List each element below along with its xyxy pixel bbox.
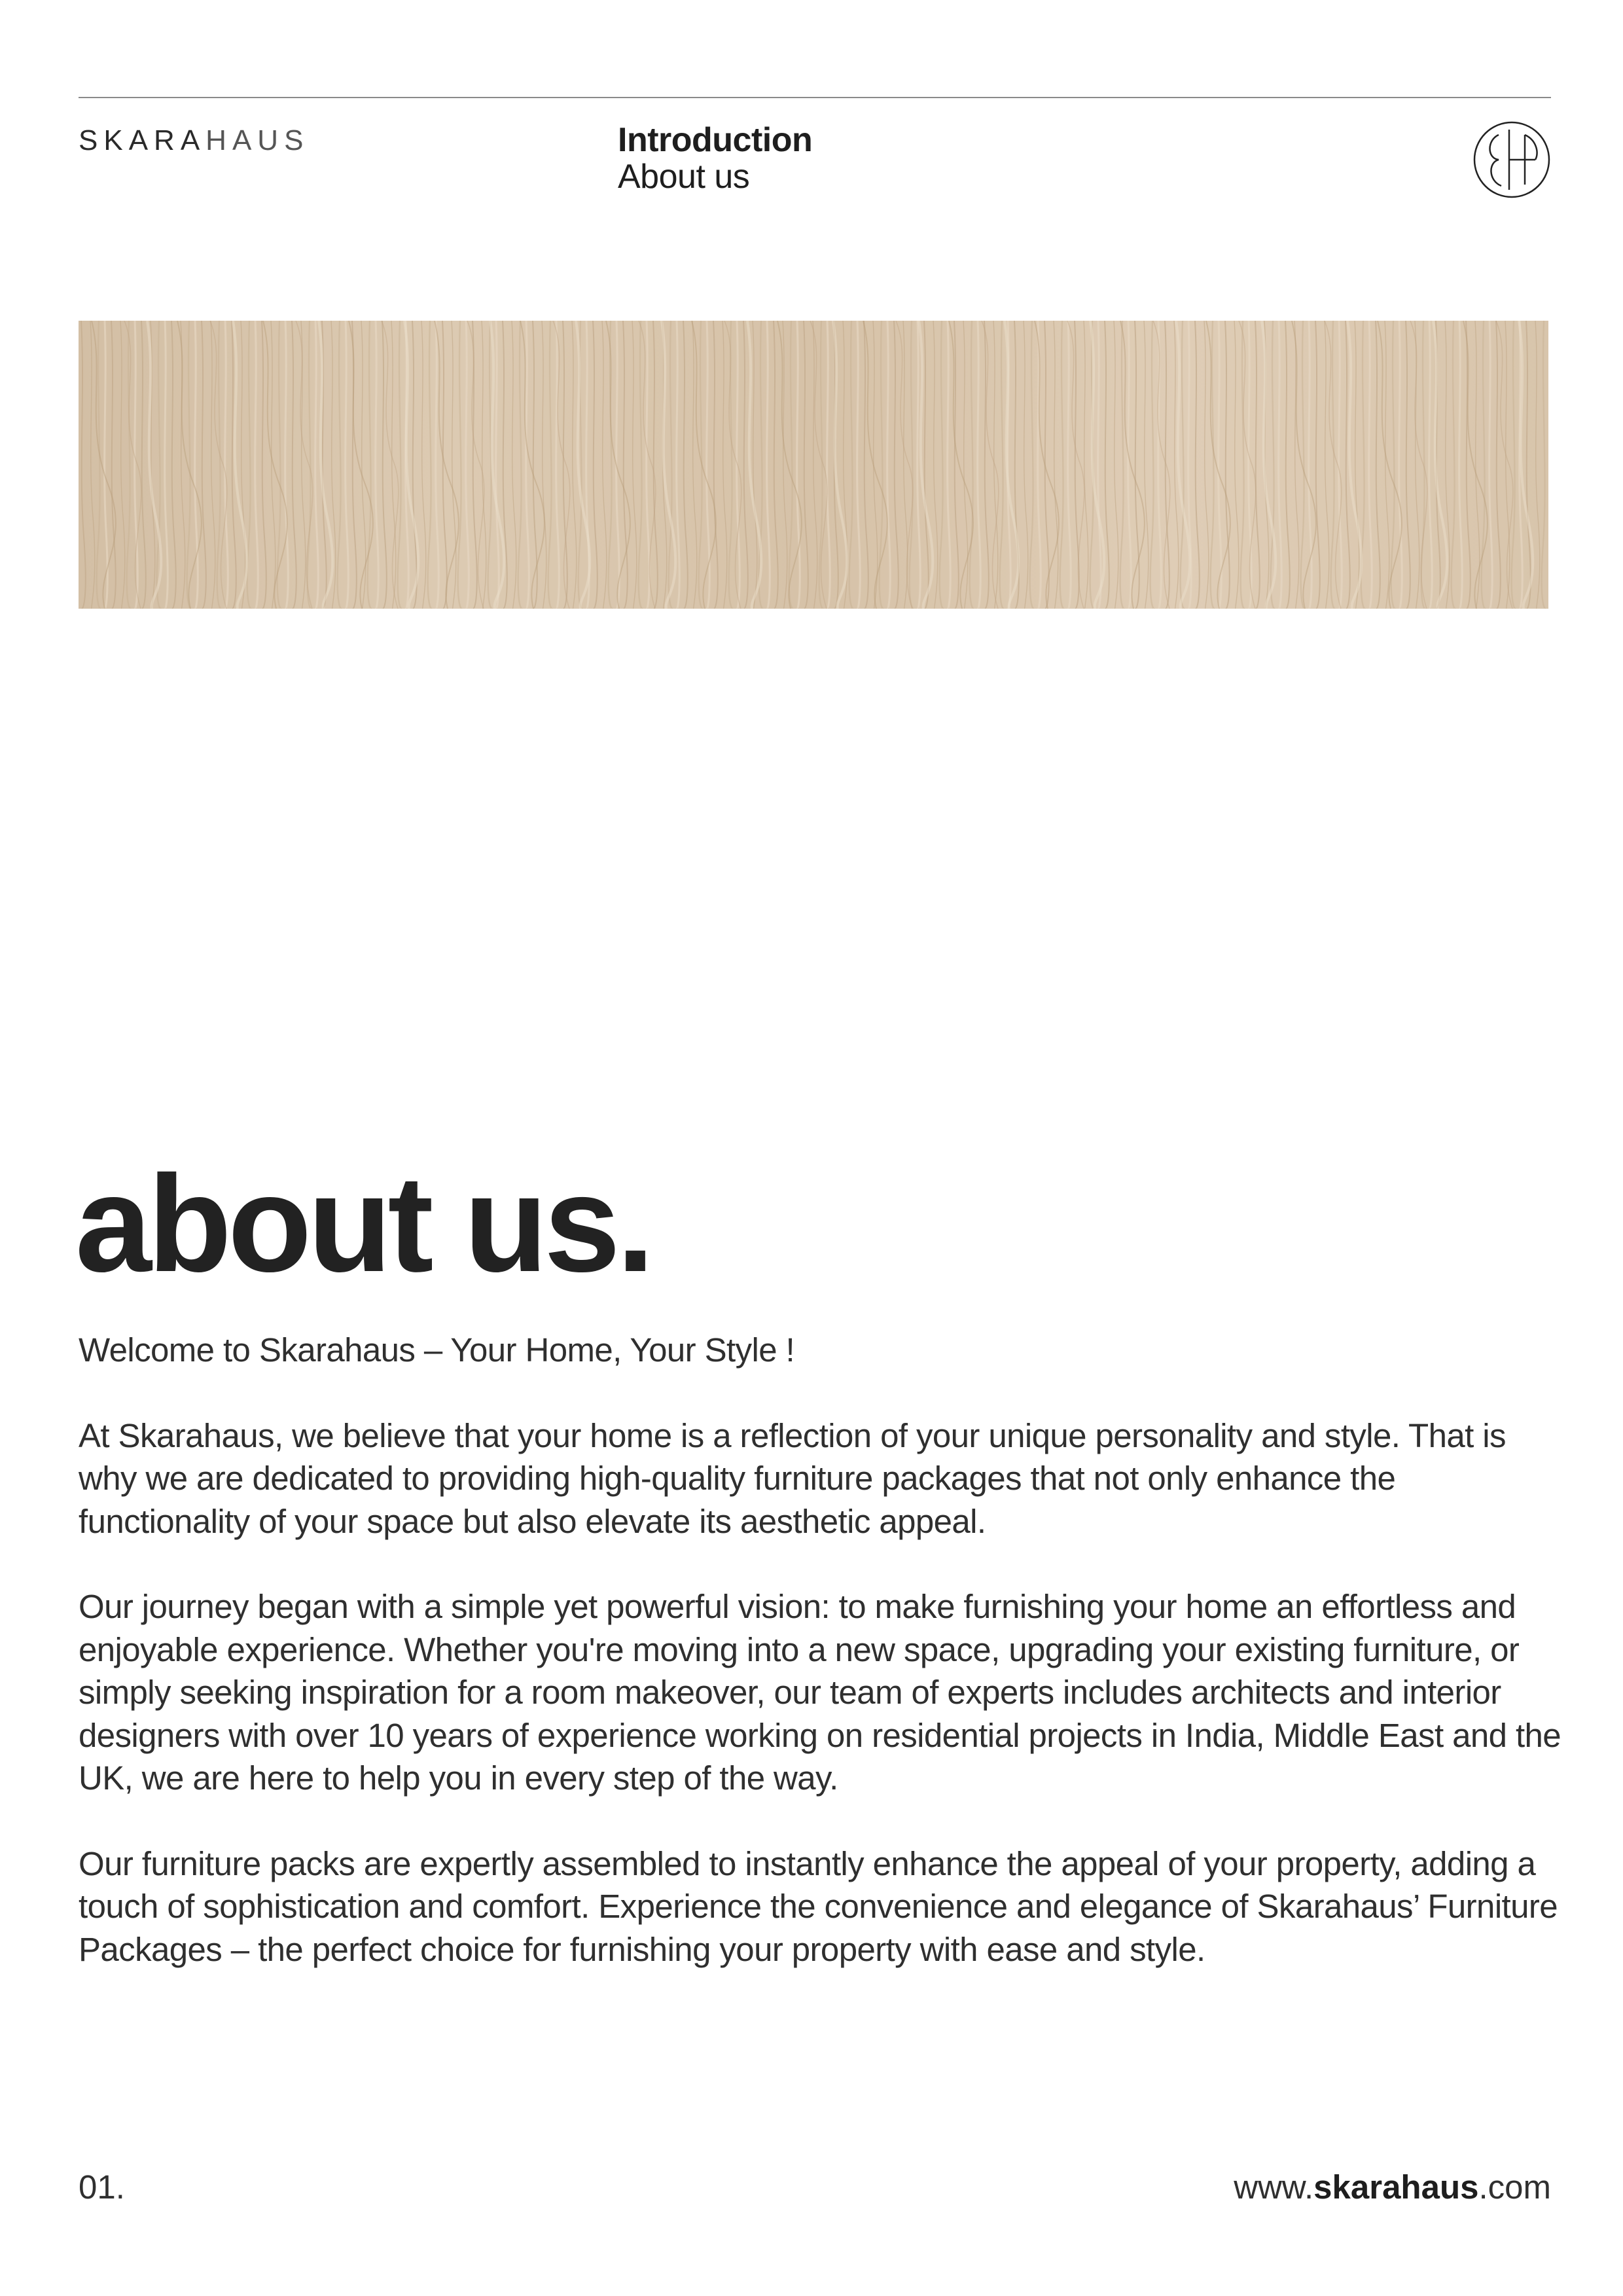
skarahaus-monogram-icon: [1472, 120, 1551, 199]
page-number: 01.: [79, 2168, 125, 2206]
header-divider: [79, 97, 1551, 98]
website-prefix: www.: [1234, 2168, 1314, 2206]
website-suffix: .com: [1478, 2168, 1551, 2206]
brand-logo-part-1: SKARA: [79, 124, 206, 156]
about-paragraph-1: At Skarahaus, we believe that your home is a reflection of your unique personality and style. That is why we are dedicated to providing high-quality furniture packages that not only enhance the functionality of your space but also elevate its aesthetic appeal.: [79, 1416, 1506, 1540]
wood-texture-banner: [79, 321, 1548, 609]
website-name: skarahaus: [1313, 2168, 1479, 2206]
brand-logo: [79, 124, 309, 157]
welcome-paragraph: Welcome to Skarahaus – Your Home, Your Style !: [79, 1331, 795, 1369]
page-heading: about us.: [75, 1147, 651, 1300]
about-body: [79, 1329, 1564, 2013]
section-subtitle: About us: [618, 158, 750, 196]
section-breadcrumb: [618, 122, 812, 195]
website-link[interactable]: [1234, 2168, 1551, 2206]
about-paragraph-2: Our journey began with a simple yet powerful vision: to make furnishing your home an effortless and enjoyable experience. Whether you're moving into a new space, upgrading your existing furniture, or simply seeking inspiration for a room makeover, our team of experts includes architects and interior designers with over 10 years of experience working on residential projects in India, Middle East and the UK, we are here to help you in every step of the way.: [79, 1588, 1561, 1797]
section-title: Introduction: [618, 121, 813, 159]
about-paragraph-3: Our furniture packs are expertly assembled to instantly enhance the appeal of your property, adding a touch of sophistication and comfort. Experience the convenience and elegance of Skarahaus’ Furniture Packages – the perfect choice for furnishing your property with ease and style.: [79, 1844, 1558, 1968]
brand-logo-part-2: HAUS: [205, 124, 310, 156]
